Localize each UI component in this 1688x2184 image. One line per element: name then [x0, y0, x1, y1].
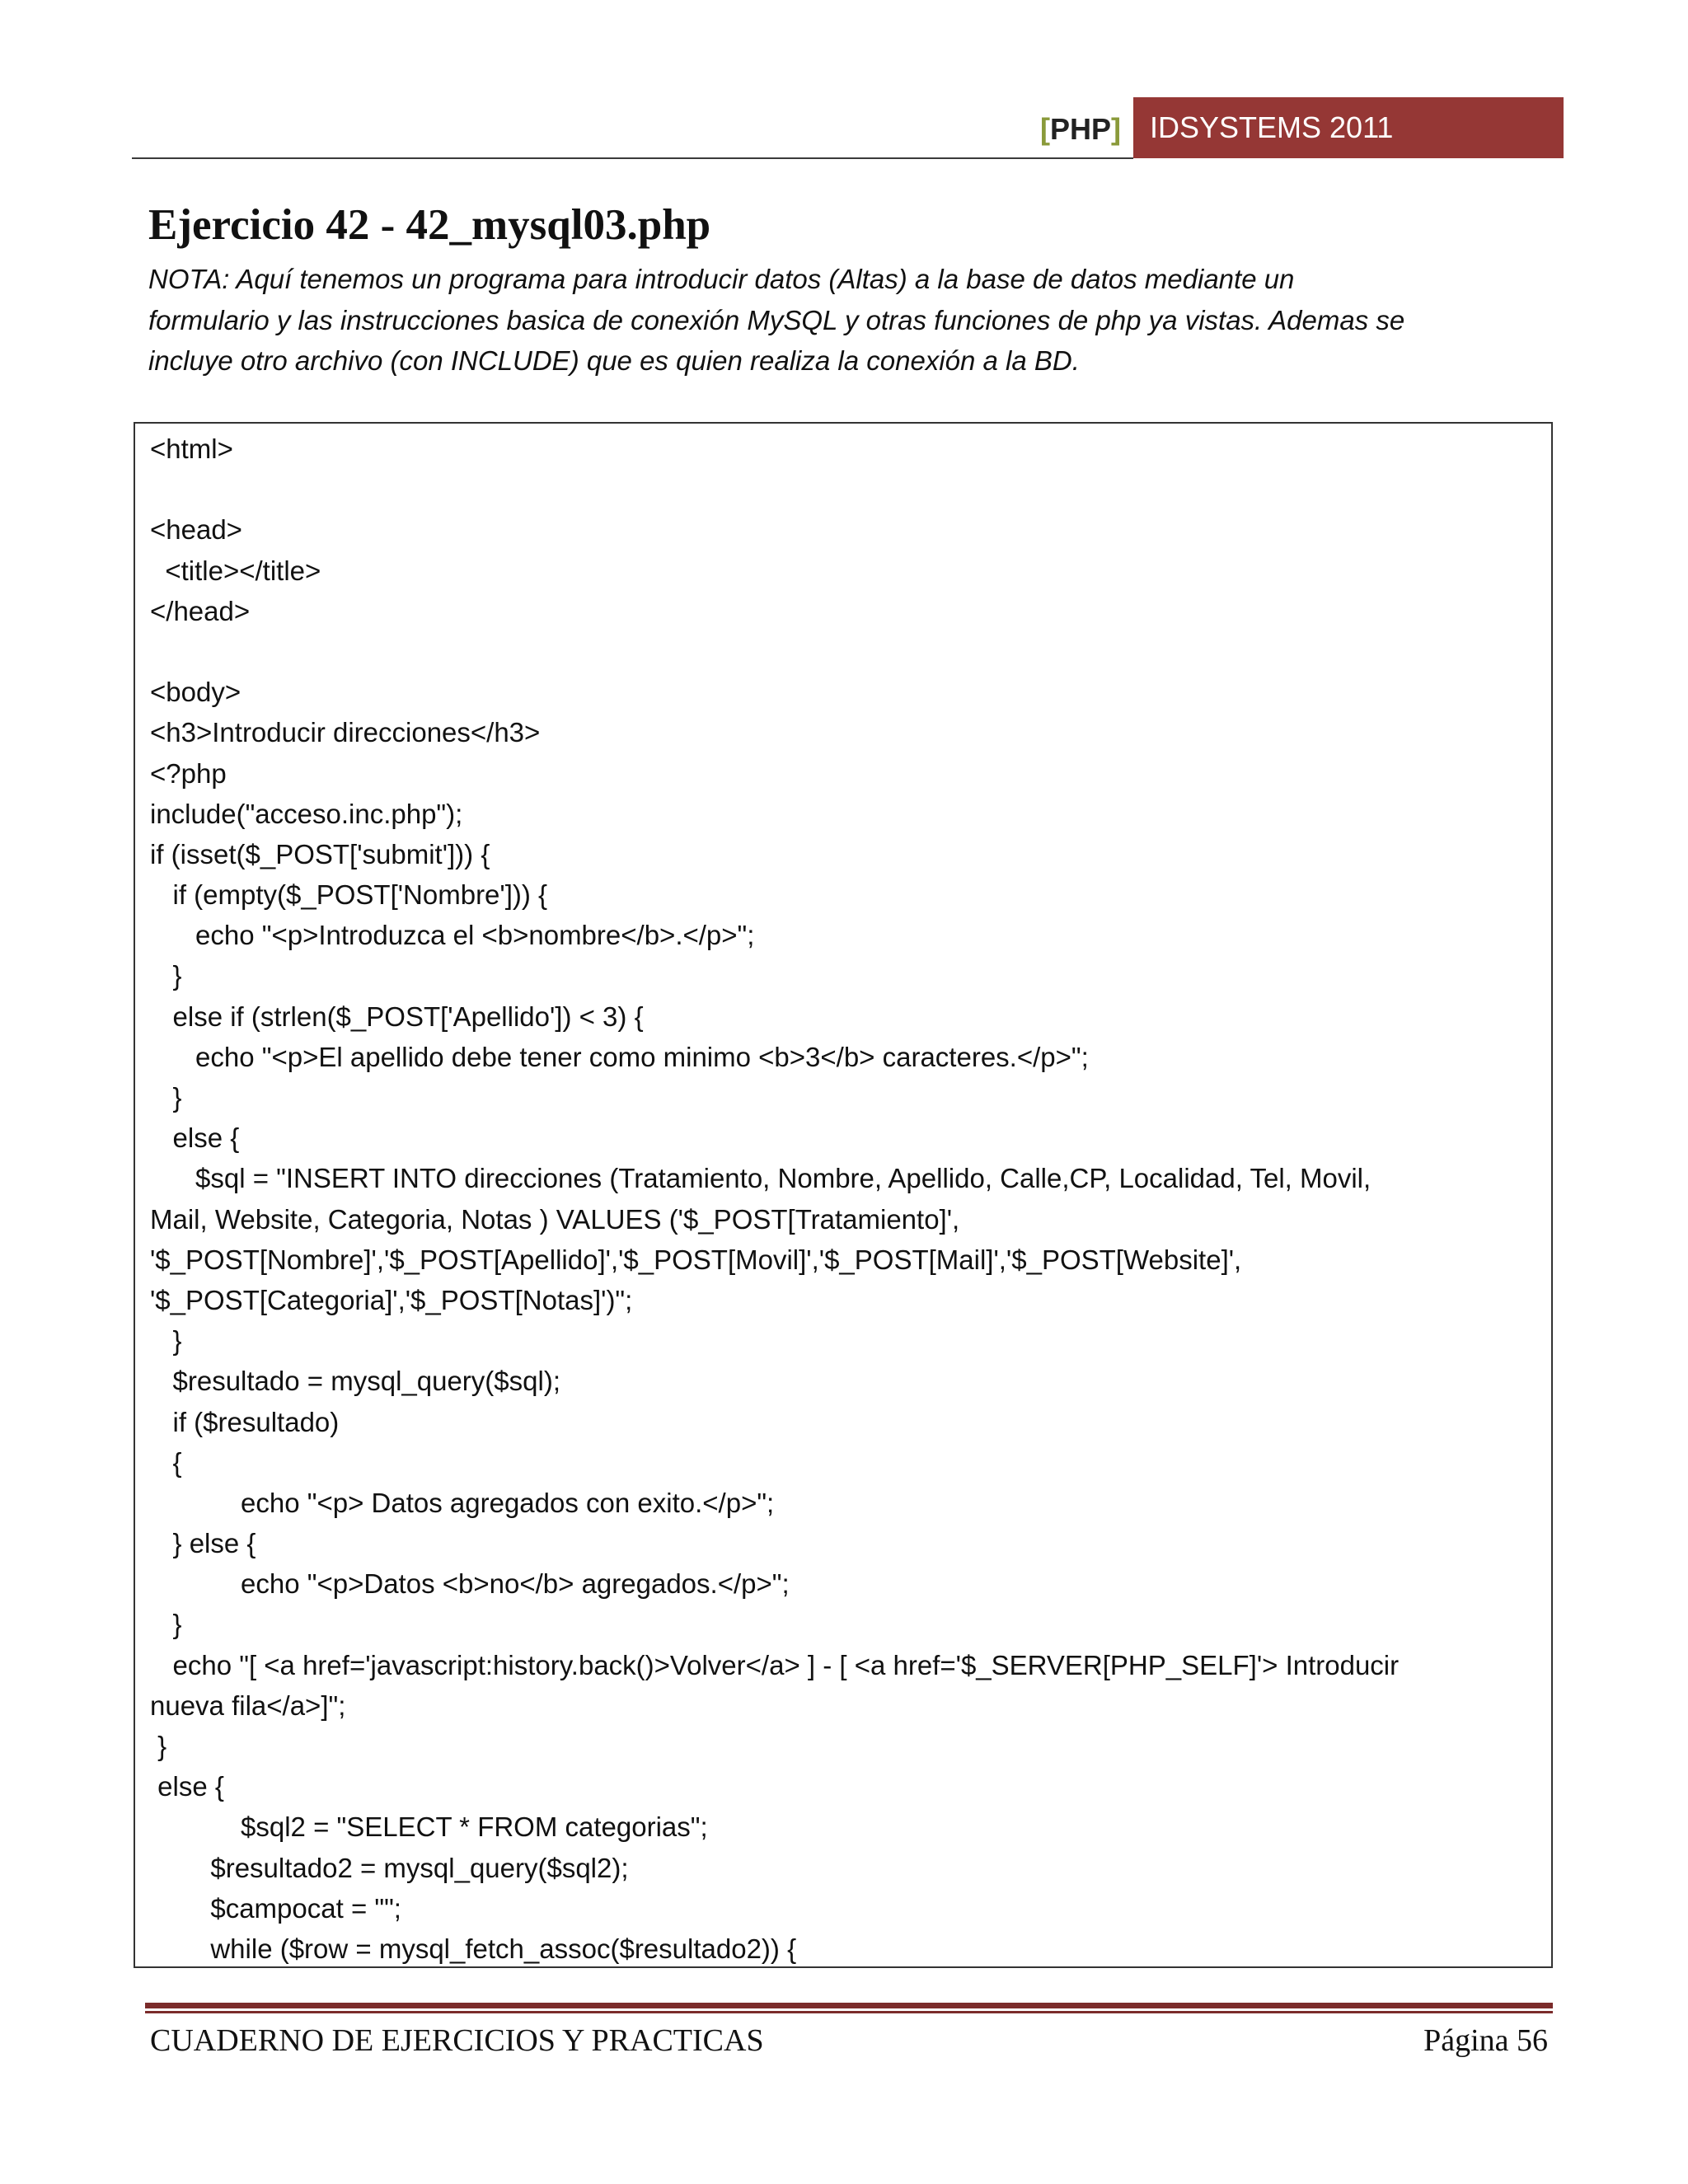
code-line: } else { — [150, 1528, 256, 1559]
note-line: formulario y las instrucciones basica de conexión MySQL y otras funciones de php ya vistas. Ademas se — [148, 304, 1405, 335]
note-line: NOTA: Aquí tenemos un programa para introducir datos (Altas) a la base de datos mediante un — [148, 264, 1295, 294]
code-line: '$_POST[Nombre]','$_POST[Apellido]','$_POST[Movil]','$_POST[Mail]','$_POST[Website]', — [150, 1244, 1242, 1275]
code-line — [150, 631, 1543, 672]
code-line: <h3>Introducir direcciones</h3> — [150, 717, 541, 748]
code-line: if (empty($_POST['Nombre'])) { — [150, 879, 548, 911]
header-banner: IDSYSTEMS 2011 — [1133, 97, 1564, 158]
code-line: $sql2 = "SELECT * FROM categorias"; — [150, 1811, 708, 1843]
code-line: $campocat = ""; — [150, 1892, 401, 1924]
code-line: } — [150, 1325, 182, 1357]
code-line: <head> — [150, 514, 242, 546]
footer-rule — [145, 2003, 1553, 2008]
exercise-note — [148, 259, 1550, 382]
header-tag — [1022, 109, 1121, 150]
code-line: <title></title> — [150, 555, 321, 586]
header-bracket-open: [ — [1039, 112, 1050, 146]
code-line: { — [150, 1446, 182, 1478]
code-line: '$_POST[Categoria]','$_POST[Notas]')"; — [150, 1284, 633, 1315]
header-tag-text: PHP — [1049, 112, 1111, 146]
code-line: else { — [150, 1122, 240, 1154]
code-line: Mail, Website, Categoria, Notas ) VALUES ('$_POST[Tratamiento]', — [150, 1203, 960, 1235]
code-line: $resultado2 = mysql_query($sql2); — [150, 1852, 629, 1883]
code-line: else if (strlen($_POST['Apellido']) < 3) { — [150, 1001, 644, 1032]
code-line: } — [150, 960, 182, 991]
code-line: } — [150, 1731, 167, 1761]
code-line: echo "<p> Datos agregados con exito.</p>"; — [150, 1487, 775, 1518]
code-line — [150, 469, 1543, 509]
code-line: if (isset($_POST['submit'])) { — [150, 838, 490, 869]
code-line: else { — [150, 1771, 224, 1802]
code-listing — [134, 422, 1553, 1968]
footer-rule-thin — [145, 2011, 1553, 2013]
exercise-title: Ejercicio 42 - 42_mysql03.php — [148, 201, 711, 249]
code-line: } — [150, 1082, 182, 1113]
code-line: echo "<p>Introduzca el <b>nombre</b>.</p>"; — [150, 920, 755, 951]
note-line: incluye otro archivo (con INCLUDE) que es quien realiza la conexión a la BD. — [148, 345, 1080, 376]
code-line: <?php — [150, 757, 227, 789]
code-line: $sql = "INSERT INTO direcciones (Tratamiento, Nombre, Apellido, Calle,CP, Localidad, Tel, Movil, — [150, 1163, 1372, 1194]
code-line: <html> — [150, 434, 233, 464]
code-line: nueva fila</a>]"; — [150, 1690, 346, 1721]
code-line: echo "<p>Datos <b>no</b> agregados.</p>"; — [150, 1568, 790, 1600]
code-line: <body> — [150, 677, 241, 708]
code-line: echo "<p>El apellido debe tener como minimo <b>3</b> caracteres.</p>"; — [150, 1041, 1089, 1072]
code-lines — [150, 429, 1543, 1968]
code-line: $resultado = mysql_query($sql); — [150, 1366, 560, 1397]
page-number: Página 56 — [1423, 2023, 1548, 2058]
code-line: while ($row = mysql_fetch_assoc($resultado2)) { — [150, 1933, 797, 1964]
header-rule — [132, 157, 1133, 159]
code-line: </head> — [150, 595, 251, 626]
footer-title: CUADERNO DE EJERCICIOS Y PRACTICAS — [150, 2023, 764, 2058]
code-line: echo "[ <a href='javascript:history.back()>Volver</a> ] - [ <a href='$_SERVER[PHP_SELF]'> Introducir — [150, 1649, 1400, 1680]
code-line: include("acceso.inc.php"); — [150, 798, 463, 829]
header-bracket-close: ] — [1111, 112, 1121, 146]
code-line: if ($resultado) — [150, 1406, 340, 1437]
code-line: } — [150, 1609, 182, 1640]
